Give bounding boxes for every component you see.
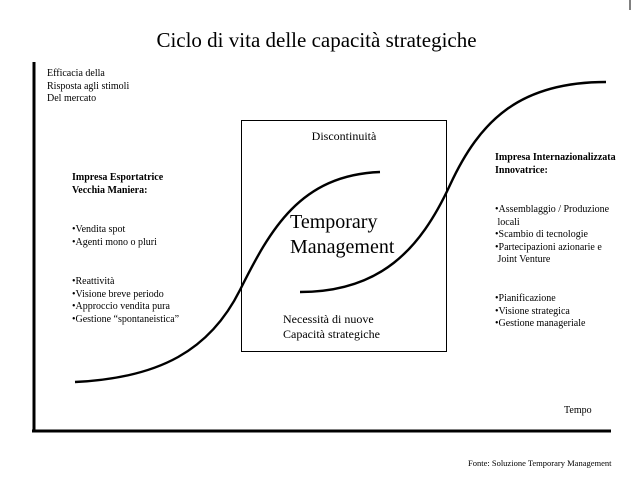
list-item: •Partecipazioni azionarie e [495, 241, 602, 253]
list-item: •Reattività [72, 276, 115, 287]
list-item: •Agenti mono o pluri [72, 236, 157, 248]
left-block-heading [72, 172, 163, 197]
new-capabilities-label [283, 312, 380, 342]
y-axis-label-line: Efficacia della [47, 68, 105, 79]
diagram-title: Ciclo di vita delle capacità strategiche [156, 28, 477, 52]
y-axis-label-line: Risposta agli stimoli [47, 80, 130, 92]
new-capabilities-line: Necessità di nuove [283, 312, 374, 326]
list-item: •Approccio vendita pura [72, 301, 170, 312]
right-heading-line: Innovatrice: [495, 164, 548, 176]
right-block-heading [495, 152, 616, 177]
temporary-management-line: Management [290, 236, 395, 258]
list-item: •Visione strategica [495, 305, 570, 317]
x-axis-label: Tempo [564, 405, 592, 416]
temporary-management-label [290, 210, 394, 260]
list-item: •Vendita spot [72, 224, 126, 235]
list-item: •Pianificazione [495, 293, 556, 304]
list-item: •Gestione “spontaneistica” [72, 313, 180, 325]
new-capabilities-line: Capacità strategiche [283, 327, 380, 341]
left-heading-line: Vecchia Maniera: [72, 184, 148, 196]
temporary-management-line: Temporary [290, 211, 378, 233]
list-item: locali [495, 216, 520, 228]
list-item: •Gestione manageriale [495, 318, 586, 329]
right-block-list-2 [495, 293, 585, 331]
right-block-list-1 [495, 204, 609, 267]
left-heading-line: Impresa Esportatrice [72, 172, 164, 183]
left-block-list-1 [72, 224, 157, 249]
list-item: •Scambio di tecnologie [495, 229, 588, 240]
discontinuity-label: Discontinuità [311, 129, 377, 143]
list-item: •Visione breve periodo [72, 288, 164, 300]
right-heading-line: Impresa Internazionalizzata [495, 152, 616, 163]
source-note: Fonte: Soluzione Temporary Management [468, 458, 612, 468]
left-block-list-2 [72, 276, 179, 326]
list-item: •Assemblaggio / Produzione [495, 204, 610, 215]
y-axis-label-line: Del mercato [47, 93, 97, 104]
list-item: Joint Venture [495, 254, 551, 265]
